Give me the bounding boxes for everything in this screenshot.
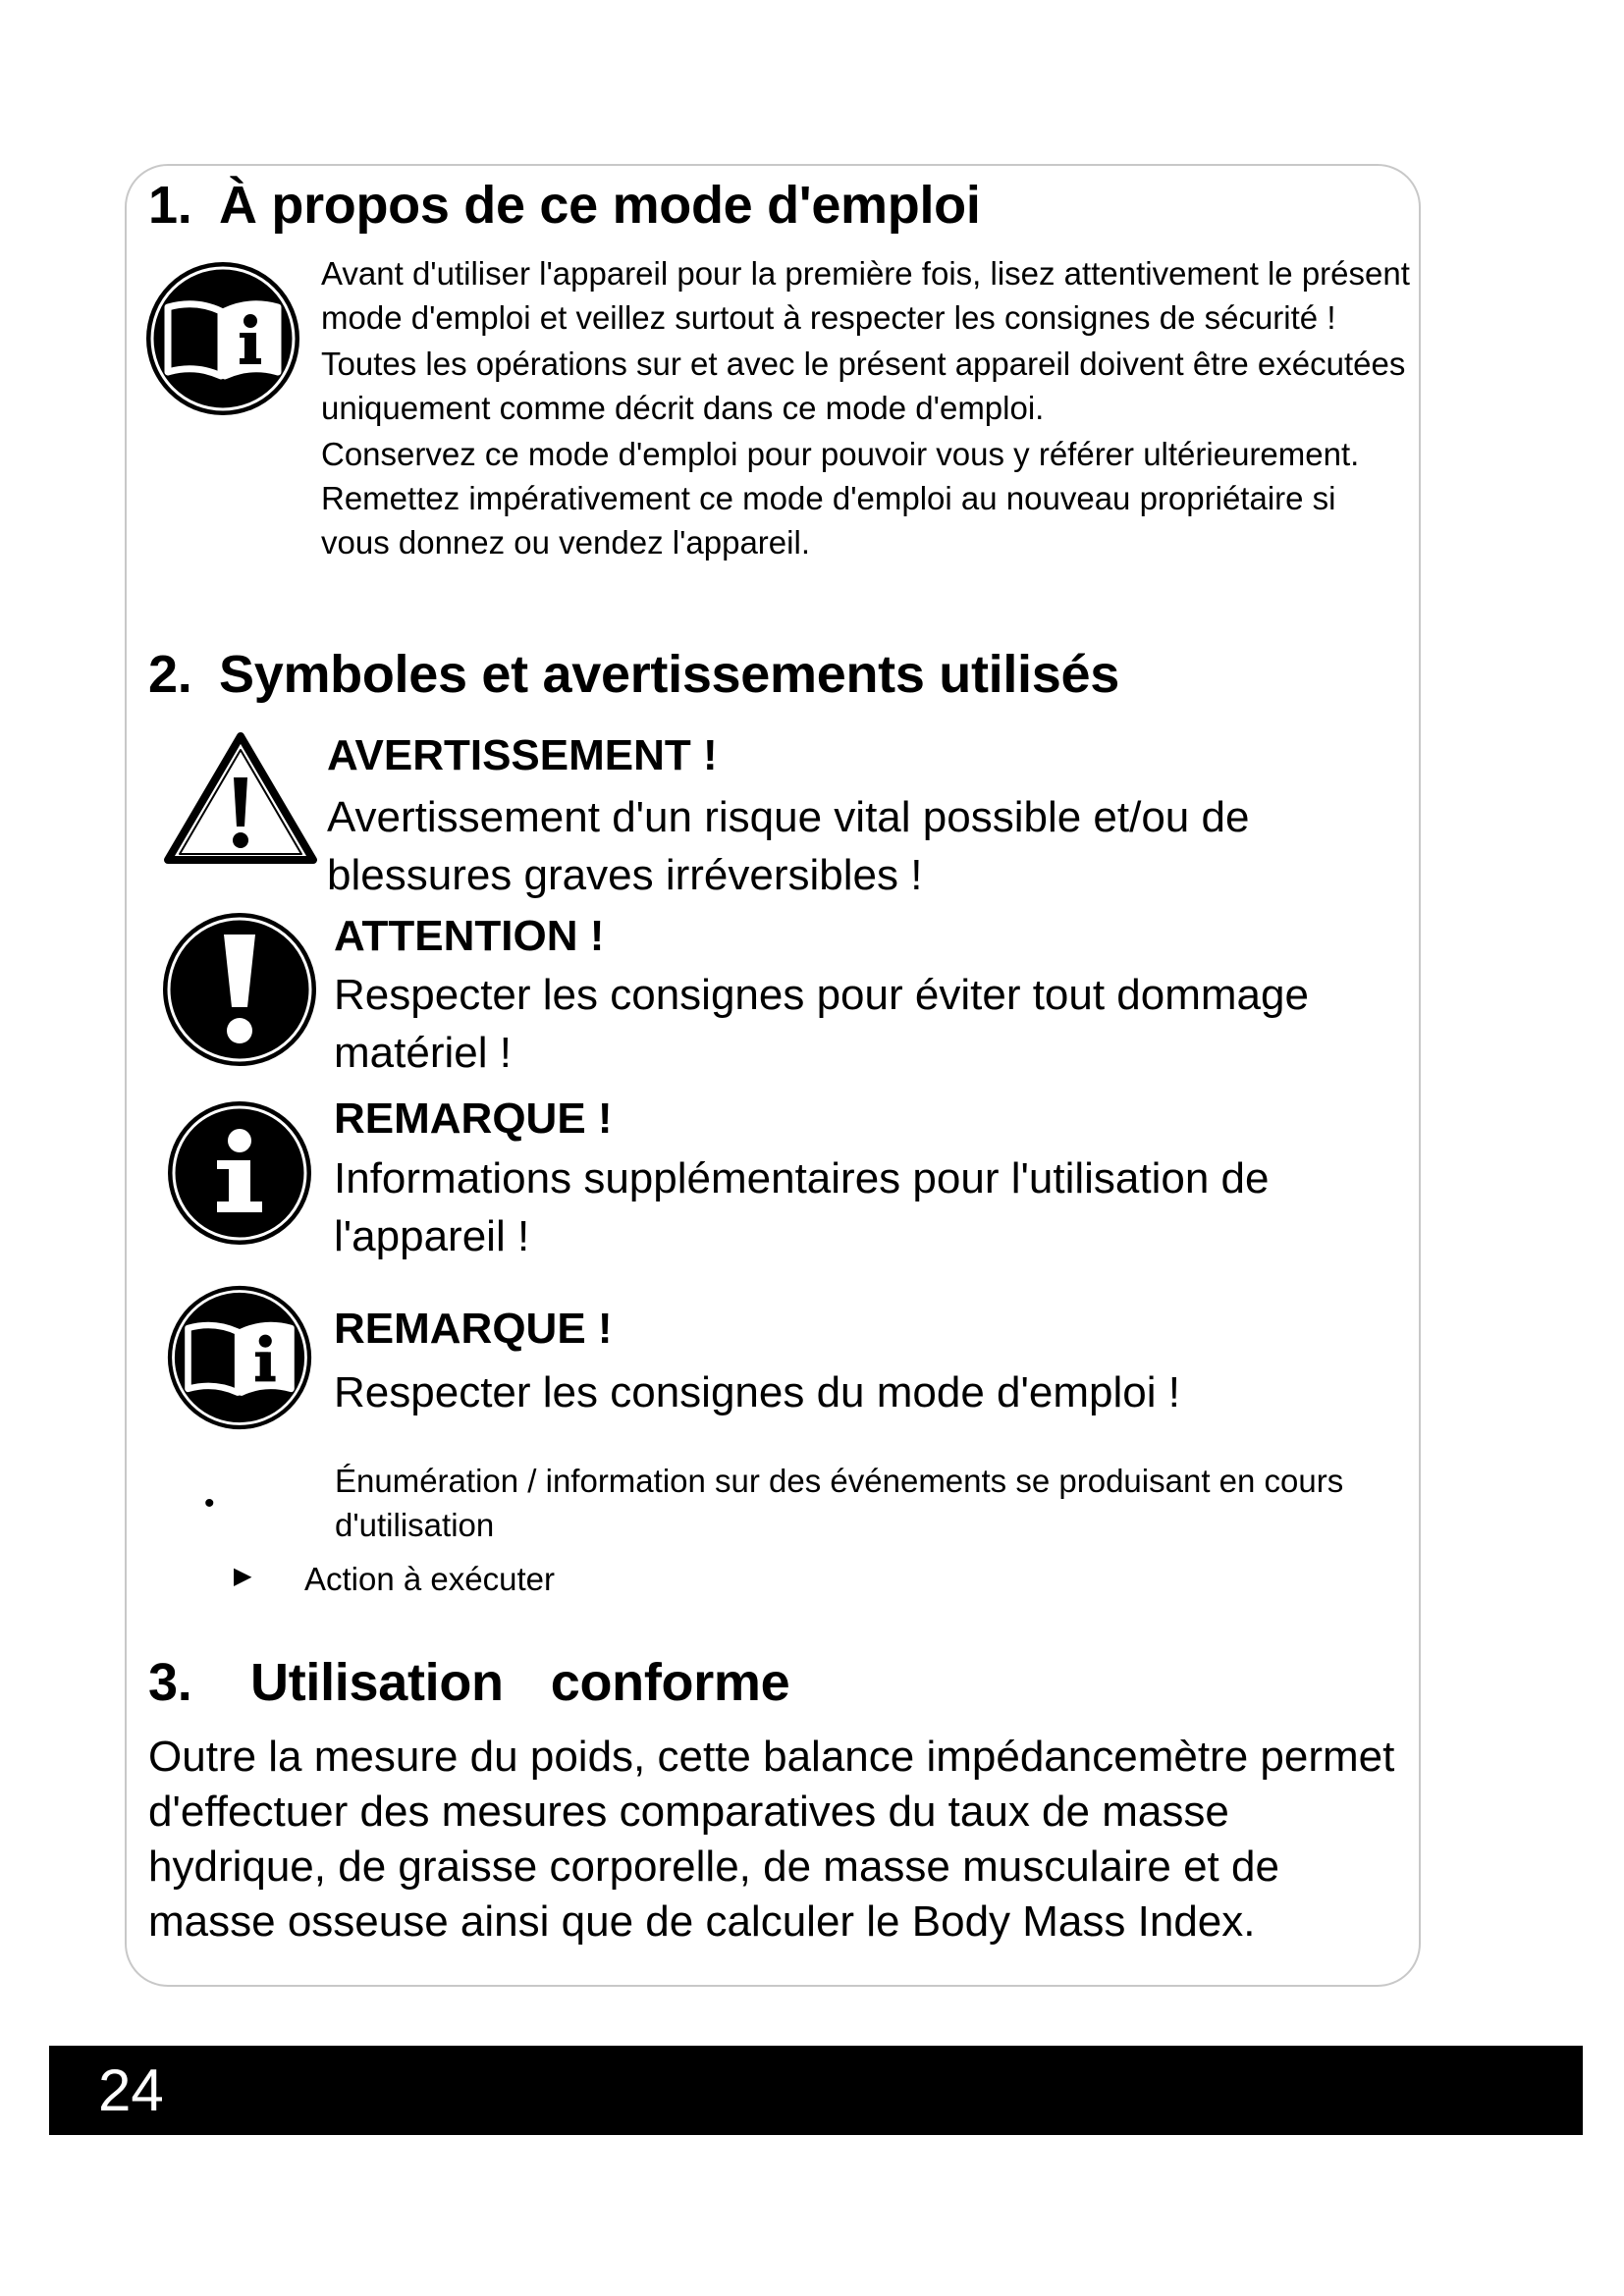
section-1-heading bbox=[148, 176, 981, 235]
action-arrow-icon: ▶ bbox=[234, 1563, 252, 1589]
warning-triangle-icon bbox=[162, 730, 319, 868]
page-number: 24 bbox=[98, 2057, 164, 2123]
section-title-part-2: conforme bbox=[550, 1653, 790, 1712]
section-title-part-1: Utilisation bbox=[250, 1653, 504, 1712]
action-text: Action à exécuter bbox=[304, 1561, 555, 1597]
section-number: 3. bbox=[148, 1653, 192, 1712]
warning-text: Informations supplémentaires pour l'utilisation de l'appareil ! bbox=[334, 1154, 1270, 1260]
info-circle-icon bbox=[166, 1099, 313, 1247]
section-title: À propos de ce mode d'emploi bbox=[219, 176, 981, 235]
section-3-heading bbox=[148, 1653, 790, 1712]
section-2-heading bbox=[148, 645, 1119, 704]
paragraph: Conservez ce mode d'emploi pour pouvoir vous y référer ultérieurement. Remettez impérativement ce mode d'emploi au nouveau propriétaire si vous donnez ou vendez l'appareil. bbox=[321, 436, 1360, 561]
manual-info-icon bbox=[166, 1284, 313, 1431]
paragraph: Avant d'utiliser l'appareil pour la première fois, lisez attentivement le présent mode d'emploi et veillez surtout à respecter les consignes de sécurité ! bbox=[321, 255, 1410, 336]
bullet-text: Énumération / information sur des événements se produisant en cours d'utilisation bbox=[335, 1463, 1344, 1543]
bullet-symbol: • bbox=[204, 1487, 215, 1520]
warning-title: REMARQUE ! bbox=[334, 1305, 613, 1353]
manual-info-icon bbox=[144, 260, 301, 417]
warning-text: Avertissement d'un risque vital possible et/ou de blessures graves irréversibles ! bbox=[327, 793, 1250, 899]
exclamation-circle-icon bbox=[161, 911, 318, 1068]
warning-title: REMARQUE ! bbox=[334, 1095, 613, 1143]
section-number: 2. bbox=[148, 645, 192, 704]
warning-text: Respecter les consignes pour éviter tout dommage matériel ! bbox=[334, 971, 1309, 1077]
section-number: 1. bbox=[148, 176, 192, 235]
section-1-text bbox=[321, 251, 1411, 564]
warning-title: AVERTISSEMENT ! bbox=[327, 731, 718, 779]
paragraph: Toutes les opérations sur et avec le présent appareil doivent être exécutées uniquement comme décrit dans ce mode d'emploi. bbox=[321, 346, 1406, 426]
warning-text: Respecter les consignes du mode d'emploi ! bbox=[334, 1368, 1180, 1416]
section-title: Symboles et avertissements utilisés bbox=[219, 645, 1119, 704]
section-3-text: Outre la mesure du poids, cette balance impédancemètre permet d'effectuer des mesures comparatives du taux de masse hydrique, de graisse corporelle, de masse musculaire et de masse osseuse ainsi que de calculer le Body Mass Index. bbox=[148, 1733, 1395, 1946]
warning-title: ATTENTION ! bbox=[334, 912, 605, 960]
footer-bar bbox=[49, 2046, 1583, 2135]
